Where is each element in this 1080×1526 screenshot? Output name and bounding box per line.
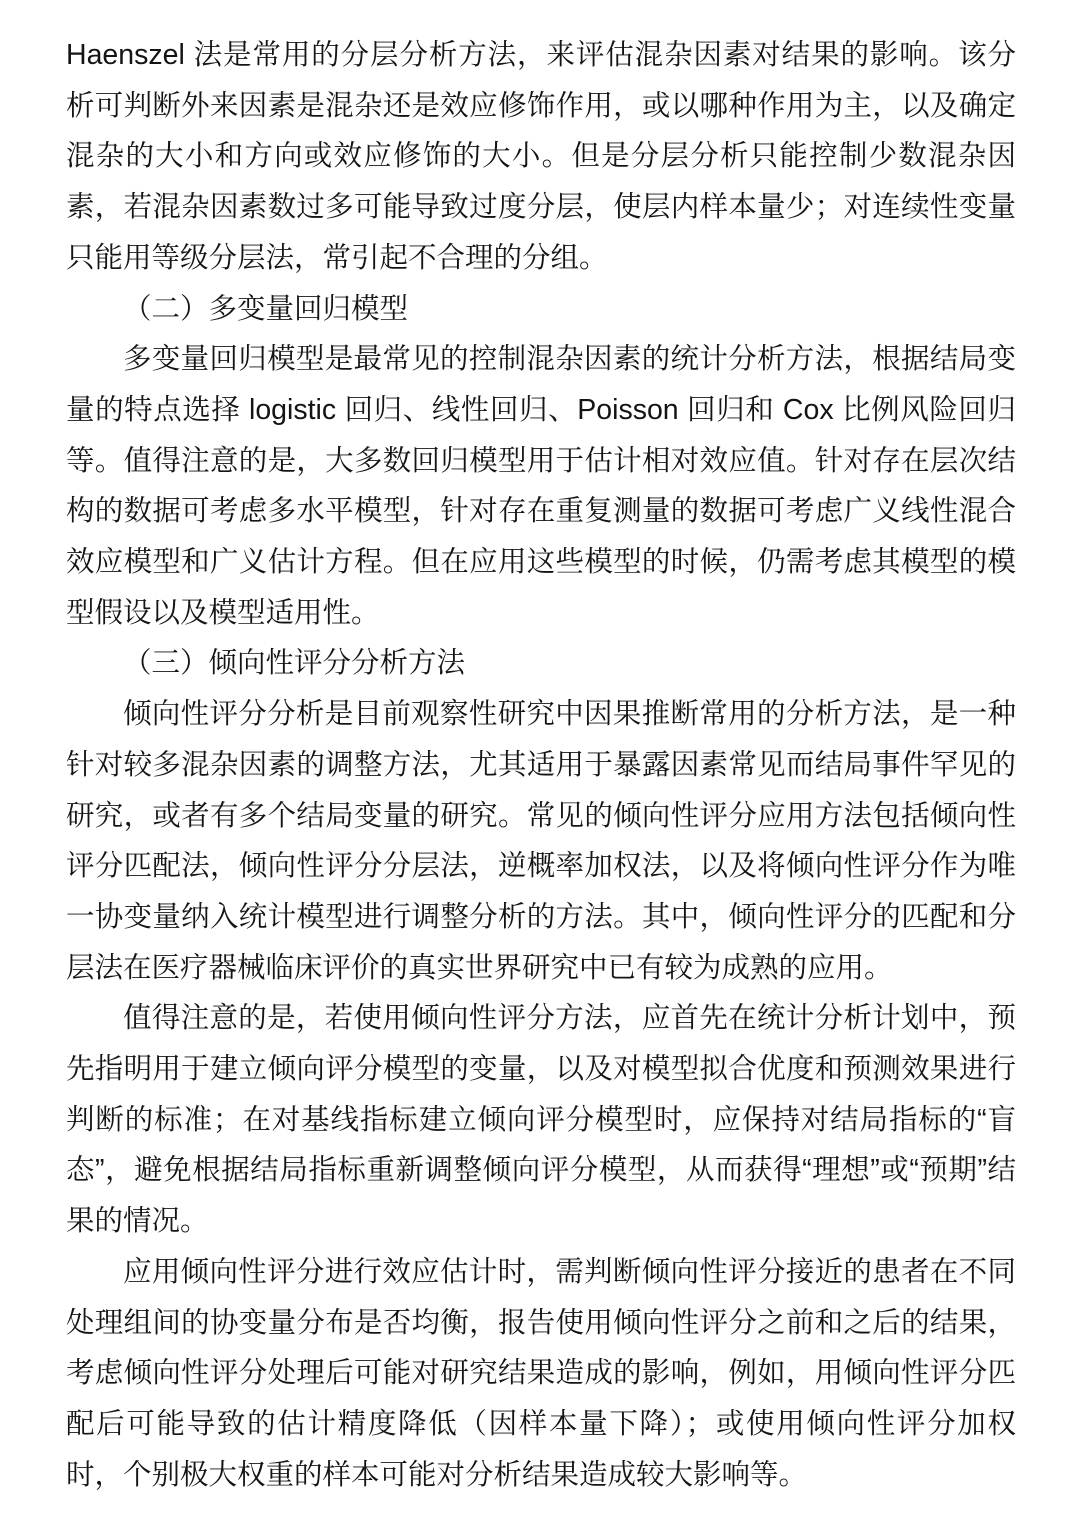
- paragraph-propensity-score-effect-estimation: 应用倾向性评分进行效应估计时，需判断倾向性评分接近的患者在不同处理组间的协变量分布是否均衡，报告使用倾向性评分之前和之后的结果，考虑倾向性评分处理后可能对研究结果造成的影响，例如，用倾向性评分匹配后可能导致的估计精度降低（因样本量下降）；或使用倾向性评分加权时，个别极大权重的样本可能对分析结果造成较大影响等。: [66, 1255, 1016, 1491]
- document-text-block: [66, 30, 1016, 1500]
- paragraph-propensity-score-overview: 倾向性评分分析是目前观察性研究中因果推断常用的分析方法，是一种针对较多混杂因素的调整方法，尤其适用于暴露因素常见而结局事件罕见的研究，或者有多个结局变量的研究。常见的倾向性评分应用方法包括倾向性评分匹配法，倾向性评分分层法，逆概率加权法，以及将倾向性评分作为唯一协变量纳入统计模型进行调整分析的方法。其中，倾向性评分的匹配和分层法在医疗器械临床评价的真实世界研究中已有较为成熟的应用。: [66, 698, 1016, 984]
- heading-section-3-propensity-score: （三）倾向性评分分析方法: [123, 647, 466, 680]
- paragraph-stratified-analysis-continuation: Haenszel 法是常用的分层分析方法，来评估混杂因素对结果的影响。该分析可判断外来因素是混杂还是效应修饰作用，或以哪种作用为主，以及确定混杂的大小和方向或效应修饰的大小。但是分层分析只能控制少数混杂因素，若混杂因素数过多可能导致过度分层，使层内样本量少；对连续性变量只能用等级分层法，常引起不合理的分组。: [66, 39, 1016, 274]
- heading-section-2-multivariable-regression: （二）多变量回归模型: [123, 292, 409, 325]
- paragraph-multivariable-regression-body: 多变量回归模型是最常见的控制混杂因素的统计分析方法，根据结局变量的特点选择 logistic 回归、线性回归、Poisson 回归和 Cox 比例风险回归等。值得注意的是，大多数回归模型用于估计相对效应值。针对存在层次结构的数据可考虑多水平模型，针对存在重复测量的数据可考虑广义线性混合效应模型和广义估计方程。但在应用这些模型的时候，仍需考虑其模型的模型假设以及模型适用性。: [66, 343, 1016, 629]
- paragraph-propensity-score-model-building: 值得注意的是，若使用倾向性评分方法，应首先在统计分析计划中，预先指明用于建立倾向评分模型的变量，以及对模型拟合优度和预测效果进行判断的标准；在对基线指标建立倾向评分模型时，应保持对结局指标的“盲态”，避免根据结局指标重新调整倾向评分模型，从而获得“理想”或“预期”结果的情况。: [66, 1002, 1016, 1238]
